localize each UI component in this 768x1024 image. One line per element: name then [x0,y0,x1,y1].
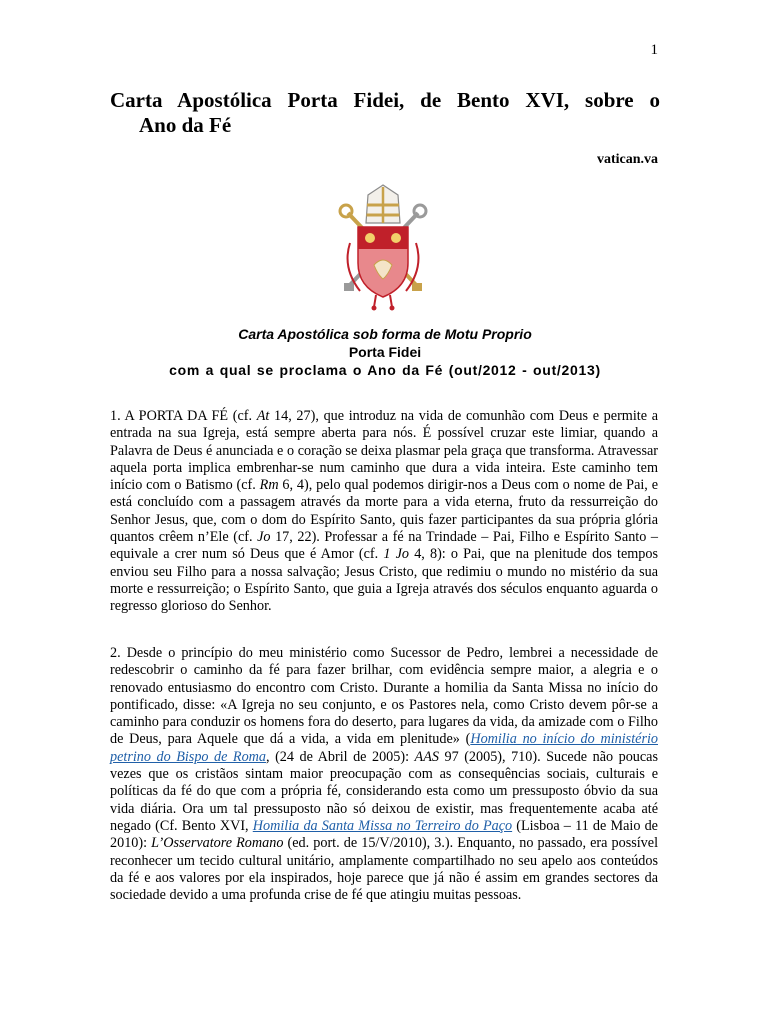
paragraph-1 [110,408,658,616]
citation-book: At [256,408,270,424]
title-line-2: Ano da Fé [139,113,232,137]
document-title [110,88,660,138]
citation-book: Rm [259,477,279,494]
citation-journal: AAS [414,748,439,765]
text-run: 2. Desde o princípio do meu ministério como Sucessor de Pedro, lembrei a necessidade de redescobrir o caminho da fé para fazer brilhar, com evidência sempre maior, a alegria e o renovado entusiasmo do encontro com Cristo. Durante a homilia da Santa Missa no início do pontificado, disse: «A Igreja no seu conjunto, e os Pastores nela, como Cristo devem pôr-se a caminho para conduzir os homens fora do deserto, para lugares da vida, da amizade com o Filho de Deus, para Aquele que dá a vida, a vida em plenitude» ( [110,645,658,748]
text-run: 1. A PORTA DA FÉ (cf. [110,408,257,424]
text-run: 14, 27), que introduz na vida de comunhão com Deus e permite a entrada na sua Igreja, está sempre aberta para nós. É possível cruzar este limiar, quando a Palavra de Deus é anunciada e o coração se deixa plasmar pela graça que transforma. Atravessar aquela porta implica embrenhar-se num caminho que dura a vida inteira. Este caminho tem início com o Batismo (cf. [110,408,658,494]
subtitle-line-1: Carta Apostólica sob forma de Motu Proprio [238,326,532,342]
text-run: 17, 22). Professar a fé na Trindade – Pai, Filho e Espírito Santo – equivale a crer num só Deus que é Amor (cf. [110,529,658,563]
text-run: 6, 4), pelo qual podemos dirigir-nos a Deus com o nome de Pai, e está concluído com a passagem através da morte para a vida eterna, fruto da ressurreição do Senhor Jesus, que, com o dom do Espírito Santo, quis fazer participantes da sua própria glória quantos crêem n’Ele (cf. [110,477,658,546]
citation-book: 1 Jo [383,546,410,563]
title-line-1: Carta Apostólica Porta Fidei, de Bento XVI, sobre o [110,88,660,112]
page-number: 1 [650,42,658,58]
text-run: , (24 de Abril de 2005): [266,748,415,765]
text-run: 97 (2005), 710). Sucede não poucas vezes que os cristãos sintam maior preocupação com as consequências sociais, culturais e políticas da fé do que com a própria fé, considerando esta como um pressuposto óbvio da sua vida diária. Ora um tal pressuposto não só deixou de existir, mas frequentemente acaba até negado (Cf. Bento XVI, [110,748,659,834]
text-run: (Lisboa – 11 de Maio de 2010): [110,817,658,852]
citation-book: Jo [257,529,271,546]
text-run: (ed. port. de 15/V/2010), 3.). Enquanto, no passado, era possível reconhecer um tecido cultural unitário, amplamente compartilhado no seu apelo aos conteúdos da fé e aos valores por ela inspirados, hoje parece que já não é assim em grandes sectores da sociedade devido a uma profunda crise de fé que atingiu muitas pessoas. [110,835,659,904]
text-run: 4, 8): o Pai, que na plenitude dos tempos enviou seu Filho para a nossa salvação; Jesus Cristo, que redimiu o mundo no mistério da sua morte e ressurreição; o Espírito Santo, que guia a Igreja através dos séculos enquanto aguarda o regresso glorioso do Senhor. [110,546,658,615]
paragraph-2 [110,645,658,904]
homily-link-2005[interactable]: Homilia no início do ministério petrino do Bispo de Roma [110,731,658,765]
subtitle-line-2: Porta Fidei [348,344,422,360]
papal-coat-of-arms-icon [330,183,436,311]
source-label: vatican.va [596,152,658,167]
homily-link-2010[interactable]: Homilia da Santa Missa no Terreiro do Paço [252,817,513,834]
subtitle-line-3: com a qual se proclama o Ano da Fé (out/2012 - out/2013) [169,362,601,378]
citation-journal: L’Osservatore Romano [151,835,284,852]
document-subtitle [110,325,660,379]
